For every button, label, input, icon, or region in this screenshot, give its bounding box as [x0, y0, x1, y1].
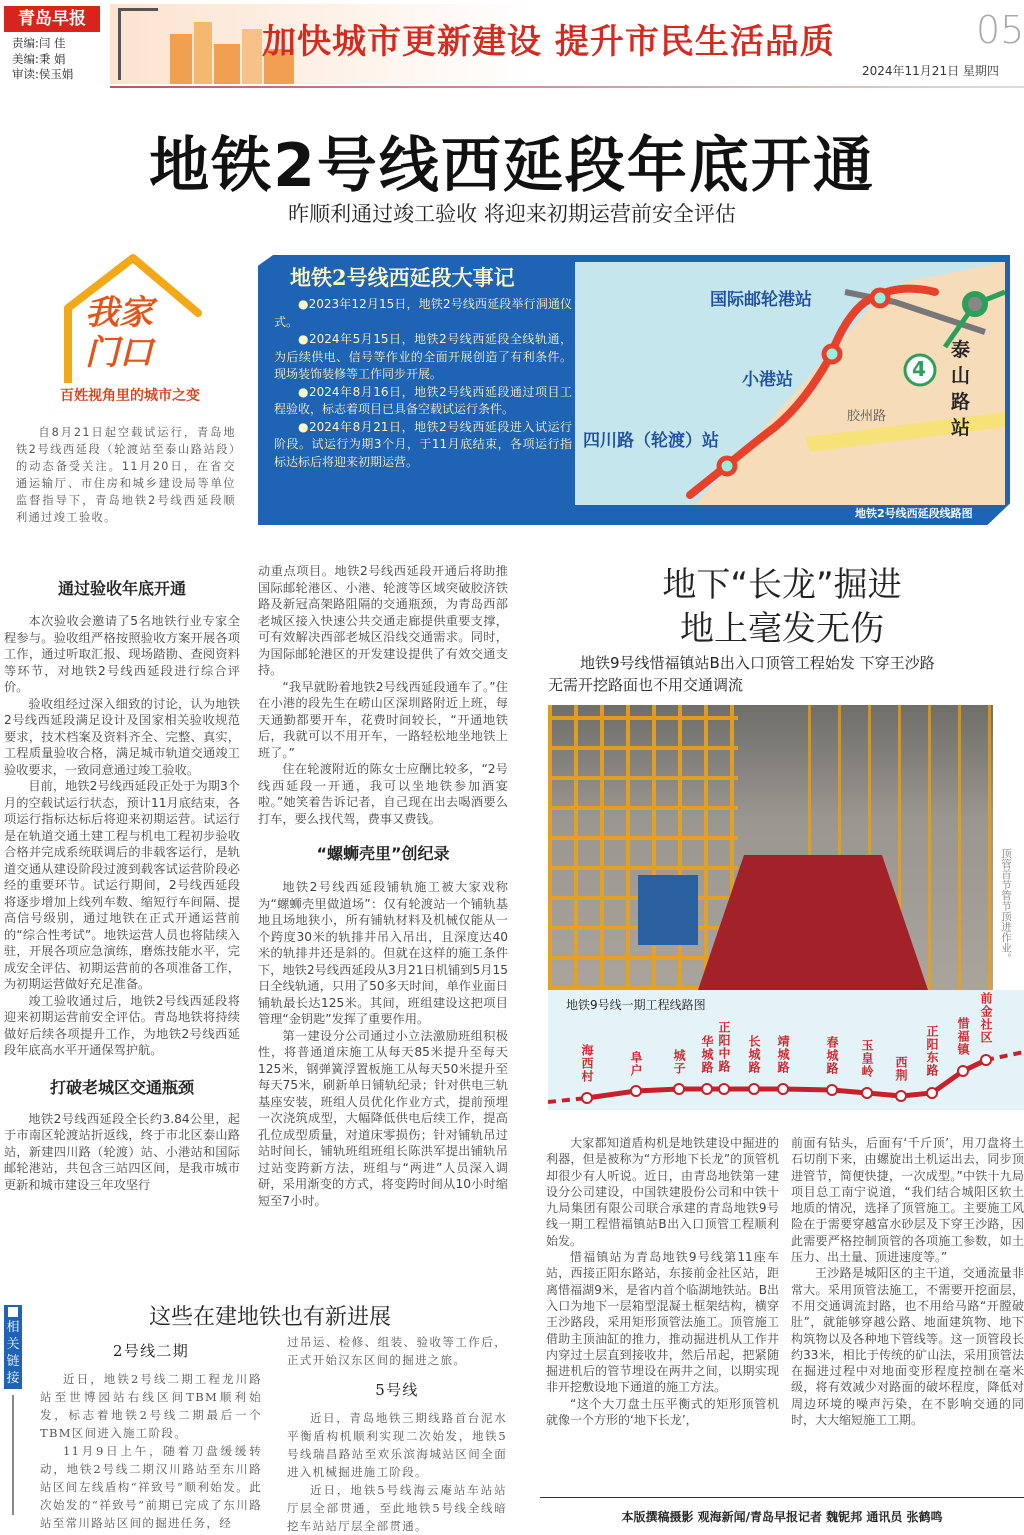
station-label: 华城路: [700, 1035, 714, 1074]
map-label-station: 国际邮轮港站: [710, 290, 812, 310]
section-heading: 5号线: [375, 1381, 419, 1399]
paragraph: 验收组经过深入细致的讨论，认为地铁2号线西延段满足设计及国家相关验收规范要求，技术档案及资料齐全、完整、真实，工程质量验收合格，满足城市轨道交通竣工验收要求，一致同意通过竣工验收。: [4, 696, 240, 777]
newspaper-logo: 青岛早报: [4, 6, 100, 32]
station-dot: [702, 1084, 712, 1094]
station-marker: [824, 346, 840, 362]
station-label: 阜户: [629, 1051, 643, 1077]
related-title: 这些在建地铁也有新进展: [148, 1305, 391, 1330]
line4-badge: 4: [912, 357, 926, 381]
paragraph: 近日，地铁2号线二期工程龙川路站至世博园站右线区间TBM顺利始发，标志着地铁2号线二期最后一个TBM区间进入施工阶段。: [40, 1372, 262, 1440]
article2-column-1: [546, 1135, 779, 1428]
station-dot: [827, 1085, 837, 1095]
headline-line: 地上毫发无伤: [680, 609, 884, 649]
paragraph: 大家都知道盾构机是地铁建设中掘进的利器，但是被称为“方形地下长龙”的顶管机却很少有人听说。近日，由青岛地铁第一建设分公司建设，中国铁建股份公司和中铁十九局集团有限公司联合承建的青岛地铁9号线一期工程惜福镇站B出入口顶管工程顺利始发。: [546, 1136, 779, 1248]
paragraph: 近日，地铁5号线海云庵站车站站厅层全部贯通，至此地铁5号线全线暗挖车站站厅层全部贯通。: [287, 1483, 507, 1533]
station-dot: [896, 1091, 906, 1101]
station-label: 正阳中路: [717, 1021, 731, 1073]
column-logo-title: 我家门口: [85, 293, 153, 373]
section-heading: 打破老城区交通瓶颈: [49, 1077, 194, 1097]
subheadline-line: 地铁9号线惜福镇站B出入口顶管工程始发 下穿王沙路: [580, 654, 935, 672]
page-number: 05: [976, 8, 1024, 52]
station-label: 春城路: [825, 1036, 839, 1075]
paragraph: 前面有钻头，后面有‘千斤顶’，用刀盘将土石切削下来，由螺旋出土机运出去，同步顶进管节，简便快捷，一次成型。”中铁十九局项目总工南宁说道，“我们结合城阳区软土地质的情况，选择了顶管施工。主要施工风险在于需要穿越富水砂层及下穿王沙路，因此需要严格控制顶管的各项施工参数，如土压力、出土量、顶进速度等。”: [791, 1136, 1024, 1265]
paragraph: “这个大刀盘土压平衡式的矩形顶管机就像一个方形的‘地下长龙’，: [546, 1396, 779, 1428]
related-column-2: [287, 1333, 507, 1535]
paragraph: 竣工验收通过后，地铁2号线西延段将迎来初期运营前安全评估。青岛地铁将持续做好后续各项提升工作，为地铁2号线西延段年底高水平开通保驾护航。: [4, 993, 240, 1057]
banner-title: 加快城市更新建设 提升市民生活品质: [262, 22, 835, 62]
crane-icon: [118, 8, 158, 80]
paragraph: 近日，青岛地铁三期线路首台泥水平衡盾构机顺利实现二次始发，地铁5号线瑞昌路站至欢乐滨海城站区间全面进入机械掘进施工阶段。: [287, 1411, 507, 1479]
square-icon: [8, 1307, 18, 1317]
paragraph: 本次验收会邀请了5名地铁行业专家全程参与。验收组严格按照验收方案开展各项工作，通过听取汇报、现场踏勘、查阅资料等环节，对地铁2号线西延段进行综合评价。: [4, 614, 240, 694]
station-label: 靖城路: [776, 1035, 790, 1074]
station-marker: [719, 458, 735, 474]
article2-headline: [540, 563, 1024, 651]
station-dot: [927, 1088, 937, 1098]
station-label: 玉皇岭: [860, 1039, 874, 1078]
station-dot: [862, 1088, 872, 1098]
timeline-item: ●2024年8月21日，地铁2号线西延段进入试运行阶段。试运行为期3个月，于11月底结束，各项运行指标达标后将迎来初期运营。: [274, 419, 572, 469]
paragraph: 第一建设分公司通过小立法激励班组积极性，将普通道床施工从每天85米提升至每天125米，钢弹簧浮置板施工从每天50米提升至每天75米，刷新单日铺轨纪录；针对供电三轨基座安装，班组人员优化作业方式，提前预埋一次浇筑成型，大幅降低供电后续工作，提高孔位成型质量，对道床零损伤；针对铺轨吊过站时间长，铺轨班组班组长陈洪军提出铺轨吊过站变跨新方法，班组与“两进”人员深入调研，采用渐变的方式，将变跨时间从10小时缩短至7小时。: [258, 1028, 508, 1208]
article-intro: 自8月21日起空载试运行，青岛地铁2号线西延段（轮渡站至泰山路站段）的动态备受关注。11月20日，在省交通运输厅、市住房和城乡建设局等单位监督指导下，青岛地铁2号线西延段顺利通过竣工验收。: [16, 426, 236, 524]
route-map-title: 地铁9号线一期工程线路图: [566, 998, 706, 1012]
paragraph: 王沙路是城阳区的主干道，交通流量非常大。采用顶管法施工，不需要开挖面层，不用交通调流封路，也不用给马路“开膛破肚”，就能够穿越公路、地面建筑物、地下构筑物以及各种地下管线等。这一顶管段长约33米，相比于传统的矿山法，采用顶管法在掘进过程中对地面变形程度控制在毫米级，将有效减少对路面的破坏程度，降低对周边环境的噪声污染，在不影响交通的同时，大大缩短施工工期。: [791, 1266, 1024, 1428]
related-tag-label: 相关链接: [6, 1320, 20, 1386]
paragraph: 地铁2号线西延段全长约3.84公里，起于市南区轮渡站折返线，终于市北区泰山路站，新建四川路（轮渡）站、小港站和国际邮轮港站，共包含三站四区间，是我市城市更新和城市建设三年攻坚行: [4, 1111, 240, 1192]
station-dot: [719, 1084, 729, 1094]
station-label: 长城路: [747, 1035, 761, 1074]
paragraph: “我早就盼着地铁2号线西延段通车了。”住在小港的段先生在崂山区深圳路附近上班，每天通勤都要开车，花费时间较长，“开通地铁后，我就可以不用开车，一路轻松地坐地铁上班了。”: [258, 679, 508, 760]
article-column-1: [4, 578, 240, 1193]
timeline-item: ●2024年8月16日，地铁2号线西延段通过项目工程验收，标志着项目已具备空载试运行条件。: [274, 384, 572, 416]
editor-credits: [12, 36, 73, 83]
timeline-item: ●2024年5月15日，地铁2号线西延段全线轨通，为后续供电、信号等作业的全面开展创造了有利条件。现场装饰装修等工作同步开展。: [274, 332, 572, 381]
editor: 责编:闫 佳: [12, 36, 66, 50]
map-label-station: 泰山路站: [951, 339, 971, 439]
photo-caption: 顶管首节管节顶进作业。: [1000, 848, 1012, 964]
paragraph: 11月9日上午，随着刀盘缓缓转动，地铁2号线二期汉川路站至东川路站区间左线盾构“祥致号”顺利始发。此次始发的“祥致号”前期已完成了东川路站至常川路站区间的掘进任务，经: [40, 1444, 262, 1530]
section-heading: 2号线二期: [112, 1342, 190, 1360]
station-label: 城子: [672, 1049, 686, 1075]
article2-subheadline: [548, 652, 1024, 696]
paragraph: 惜福镇站为青岛地铁9号线第11座车站，西接正阳东路站，东接前金社区站，距离惜福湖9米，是省内首个临湖地铁站。B出入口为地下一层箱型混凝土框架结构，横穿王沙路段，采用矩形顶管法施工。顶管施工借助主顶油缸的推力，推动掘进机从工作井内穿过土层直到接收井，然后吊起，把紧随掘进机后的管节埋设在两井之间，以期实现非开挖敷设地下通道的施工方法。: [546, 1250, 779, 1395]
paragraph: 动重点项目。地铁2号线西延段开通后将助推国际邮轮港区、小港、轮渡等区域突破胶济铁路及新冠高架路阻隔的交通瓶颈，为青岛西部老城区接入快速公共交通走廊提供重要支撑，可有效解决西部老城区沿线交通需求。同时，为国际邮轮港区的开发建设提供了有效交通支持。: [258, 564, 508, 677]
related-links-tag: [4, 1305, 22, 1389]
line2-route-map: [575, 262, 1005, 505]
byline: 本版撰稿摄影 观海新闻/青岛早报记者 魏铌邦 通讯员 张鹤鸣: [540, 1497, 1024, 1525]
station-dot: [981, 1055, 991, 1065]
station-dot: [778, 1084, 788, 1094]
station-dot: [582, 1093, 592, 1103]
related-column-1: [40, 1340, 262, 1532]
station-label: 正阳东路: [925, 1025, 939, 1077]
article2-column-2: [791, 1135, 1024, 1428]
article-column-2: [258, 563, 508, 1209]
construction-photo: [548, 705, 993, 990]
map-label-road: 胶州路: [847, 409, 887, 424]
headline-line: 地下“长龙”掘进: [662, 565, 902, 605]
section-heading: 通过验收年底开通: [57, 579, 186, 598]
tag-divider: [12, 1395, 14, 1515]
station-label: 惜福镇: [956, 1017, 970, 1056]
map-caption: 地铁2号线西延段线路图: [855, 507, 973, 520]
timeline-item: ●2023年12月15日，地铁2号线西延段举行洞通仪式。: [274, 297, 572, 329]
subheadline-line: 无需开挖路面也不用交通调流: [548, 676, 744, 694]
section-heading: “螺蛳壳里”创纪录: [316, 844, 450, 863]
paragraph: 过吊运、检修、组装、验收等工作后，正式开始汉东区间的掘进之旅。: [287, 1335, 507, 1367]
station-label: 海西村: [580, 1044, 594, 1083]
column-logo: [40, 245, 220, 404]
map-label-station: 四川路（轮渡）站: [583, 431, 719, 451]
station-dot: [674, 1084, 684, 1094]
proofreader: 审读:侯玉娟: [12, 67, 74, 81]
station-dot: [749, 1084, 759, 1094]
paragraph: 住在轮渡附近的陈女士应酬比较多，“2号线西延段一开通，我可以坐地铁参加酒宴啦。”她笑着告诉记者，自己现在出去喝酒要么打车，要么找代驾，费事又费钱。: [258, 762, 508, 826]
designer: 美编:秉 娟: [12, 51, 66, 66]
timeline-title: 地铁2号线西延段大事记: [290, 265, 515, 290]
issue-date: 2024年11月21日 星期四: [862, 64, 999, 78]
station-label: 西荆: [894, 1056, 908, 1082]
header-divider: [110, 86, 1024, 88]
paragraph: 目前，地铁2号线西延段正处于为期3个月的空载试运行状态，预计11月底结束，各项运行指标达标后将迎来初期运营。试运行是在轨道交通土建工程与机电工程初步验收合格并完成系统联调后的非载客运行，是轨道交通从建设阶段过渡到载客试运营阶段必经的重要环节。试运行期间，2号线西延段将逐步增加上线列车数、缩短行车间隔、提高信号级别，通过地铁在正式开通运营前的“综合性考试”。地铁运营人员也将陆续入驻，开展各项应急演练，磨炼技能水平，完成安全评估、初期运营前的各项准备工作，为初期运营做好充足准备。: [4, 779, 240, 991]
station-dot: [631, 1086, 641, 1096]
station-dot: [958, 1066, 968, 1076]
map-label-station: 小港站: [742, 370, 793, 390]
station-marker: [872, 290, 888, 306]
station-label: 前金社区: [979, 992, 993, 1044]
main-headline: 地铁2号线西延段年底开通: [149, 131, 875, 201]
column-logo-slogan: 百姓视角里的城市之变: [60, 388, 200, 404]
timeline-list: [274, 296, 572, 471]
main-subheadline: 昨顺利通过竣工验收 将迎来初期运营前安全评估: [288, 202, 736, 226]
paragraph: 地铁2号线西延段铺轨施工被大家戏称为“螺蛳壳里做道场”：仅有轮渡站一个铺轨基地且场地狭小，所有铺轨材料及机械仅能从一个跨度30米的轨排井吊入吊出，且深度达40米的轨排井还是斜的。但就在这样的施工条件下，地铁2号线西延段从3月21日机铺到5月15日全线轨通，只用了50多天时间，单作业面日铺轨最长达125米。其间，班组建设这把项目管理“金钥匙”发挥了重要作用。: [258, 880, 508, 1026]
